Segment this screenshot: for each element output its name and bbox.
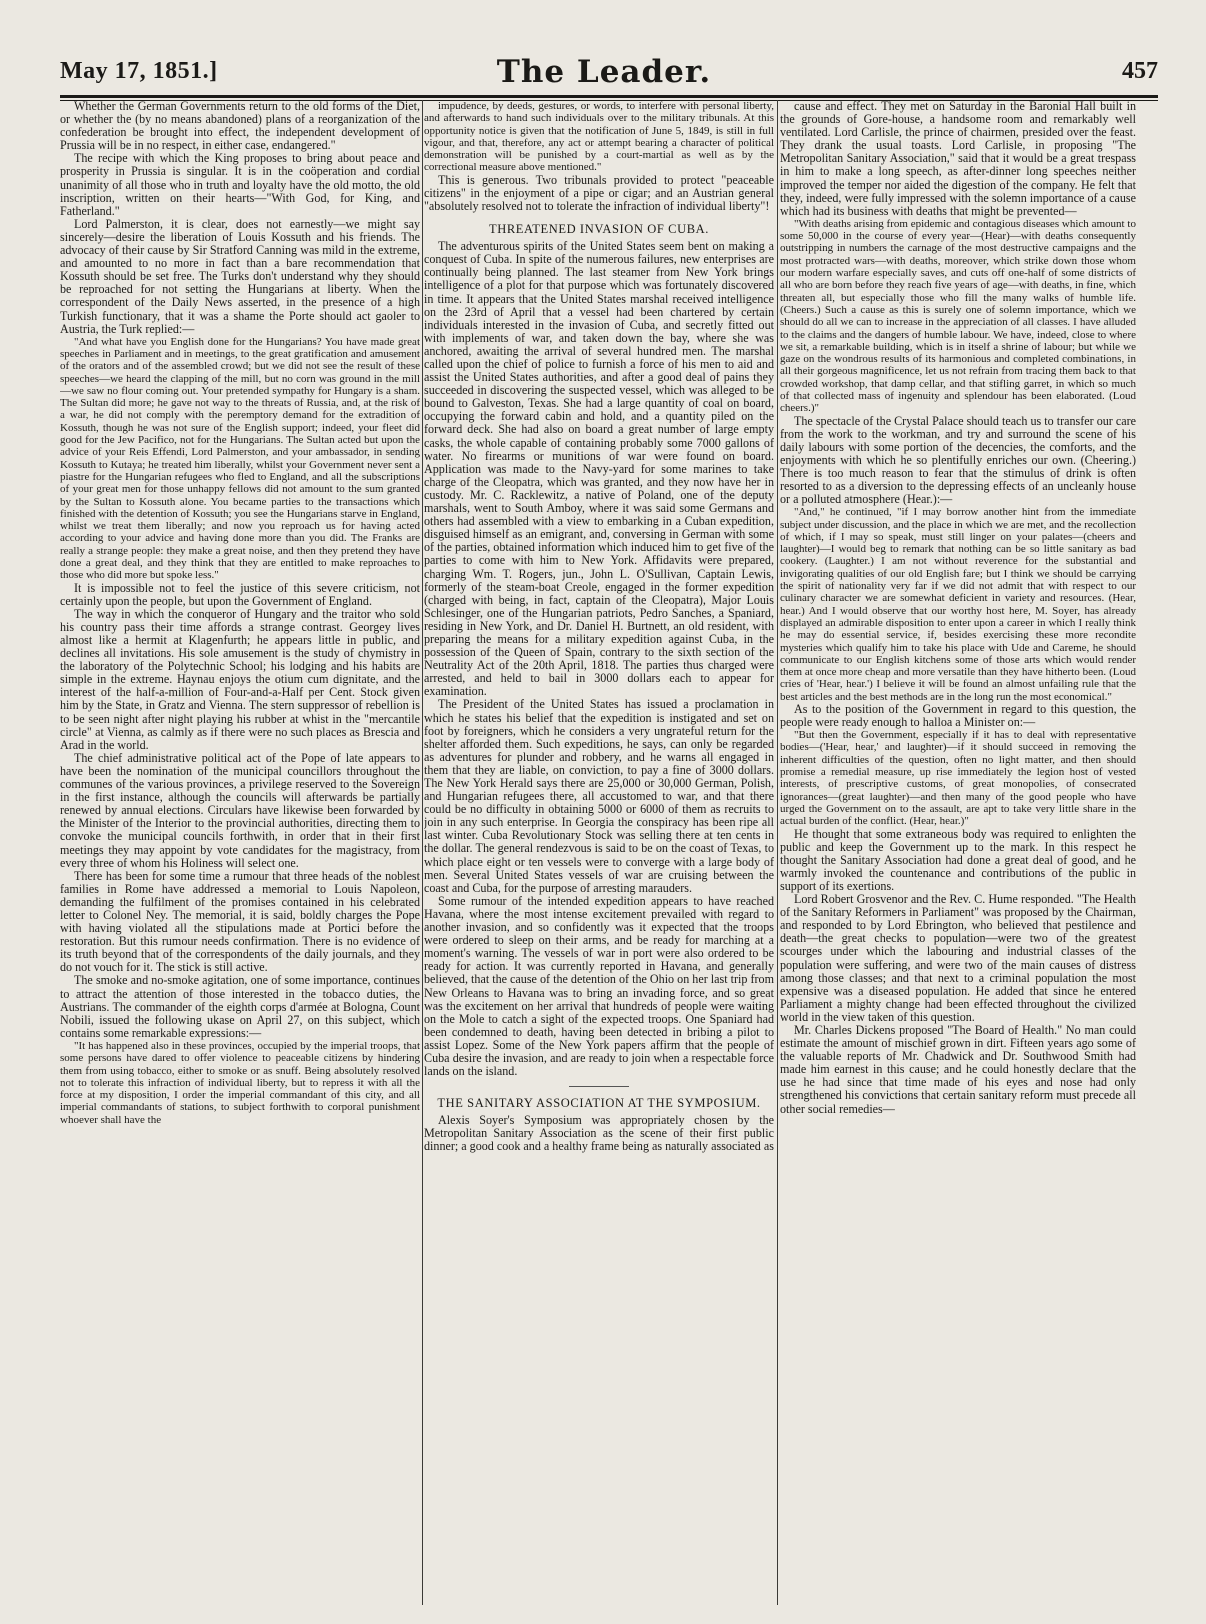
column-2 bbox=[424, 100, 774, 1608]
issue-date: May 17, 1851.] bbox=[60, 58, 218, 84]
paragraph: The President of the United States has issued a proclamation in which he states his belief that the expedition is instigated and set on foot by foreigners, which he considers a very ungrateful return for the shelter afforded them. Such expeditions, he says, can only be regarded as adventures for plunder and robbery, and he warns all engaged in them that they are liable, on conviction, to pay a fine of 3000 dollars. The New York Herald says there are 25,000 or 30,000 German, Polish, and Hungarian refugees there, all accustomed to war, and that there could be no difficulty in obtaining 5000 or 6000 of them as recruits to join in any such enterprise. In Georgia the conspiracy has been ripe all last winter. Cuba Revolutionary Stock was selling there at ten cents in the dollar. The general rendezvous is said to be on the coast of Texas, to which place eight or ten vessels were to converge with a large body of men. Several United States vessels of war are cruising between the coast and Cuba, for the purpose of arresting marauders. bbox=[424, 697, 774, 895]
paragraph: There has been for some time a rumour that three heads of the noblest families in Rome have addressed a memorial to Louis Napoleon, demanding the fulfilment of the promises contained in his celebrated letter to Colonel Ney. The memorial, it is said, boldly charges the Pope with having violated all the stipulations made at Portici before the restoration. But this rumour needs confirmation. There is no evidence of its truth beyond that of the correspondents of the daily journals, and they do not vouch for it. The stick is still active. bbox=[60, 868, 420, 975]
paragraph: Mr. Charles Dickens proposed "The Board of Health." No man could estimate the amount of mischief grown in dirt. Fifteen years ago some of the valuable reports of Mr. Chadwick and Dr. Southwood Smith had made him earnest in this cause; and he could honestly declare that the use he had since that time made of his eyes and nose had only strengthened his convictions that certain sanitary reform must precede all other social remedies— bbox=[780, 1022, 1136, 1116]
paragraph: Whether the German Governments return to the old forms of the Diet, or whether the (by no means abandoned) plans of a reorganization of the confederation be brought into effect, the independent development of Prussia will be in no respect, in either case, endangered." bbox=[60, 100, 420, 153]
page-number: 457 bbox=[1122, 58, 1158, 84]
column-3 bbox=[780, 100, 1136, 1608]
paragraph: The adventurous spirits of the United States seem bent on making a conquest of Cuba. In spite of the numerous failures, new enterprises are continually being planned. The last steamer from New York brings intelligence of a plot for that purpose which was fortunately discovered in time. It appears that the United States marshal received intelligence on the 23rd of April that a vessel had been chartered by certain individuals interested in the invasion of Cuba, and secretly fitted out with implements of war, and taken down the bay, where she was anchored, awaiting the arrival of several hundred men. The marshal called upon the chief of police to furnish a force of his men to aid and assist the United States authorities, and after a good deal of pains they succeeded in discovering the suspected vessel, which was alleged to be bound to Galveston, Texas. She had a large quantity of coal on board, occupying the forward cabin and hold, and a quantity piled on the forward deck. She had also on board a great number of large empty casks, the whole capable of containing probably some 7000 gallons of water. No firearms or munitions of war were found on board. Application was made to the Navy-yard for some marines to take charge of the Cleopatra, which was granted, and they now have her in custody. Mr. C. Racklewitz, a native of Poland, one of the deputy marshals, went to South Amboy, where it was said some Germans and others had assembled with a view to embarking in a Cuban expedition, disguised himself as an emigrant, and, conversing in German with some of the parties, obtained information which induced him to get five of the parties to come with him to New York. Affidavits were prepared, charging Wm. T. Rogers, jun., John L. O'Sullivan, Captain Lewis, formerly of the steam-boat Creole, engaged in the former expedition (charged with being, in fact, captain of the Cleopatra), Major Louis Schlesinger, one of the Hungarian patriots, Pedro Sanches, a Spaniard, residing in New York, and Dr. Daniel H. Burtnett, an old resident, with preparing the means for a military expedition against Cuba, in the possession of the Queen of Spain, contrary to the sixth section of the Neutrality Act of the 20th April, 1818. The parties thus charged were arrested, and held to bail in 3000 dollars each to appear for examination. bbox=[424, 239, 774, 699]
quotation: "And," he continued, "if I may borrow another hint from the immediate subject under discussion, and the place in which we are met, and the recollection of which, if I may so speak, must still linger on your palates—(cheers and laughter)—I would beg to remark that nothing can be so little sanitary as bad cookery. (Laughter.) I am not without reverence for the substantial and invigorating qualities of our old English fare; but I think we should be carrying the spirit of nationality very far if we did not admit that with respect to our culinary character we are somewhat deficient in variety and resources. (Hear, hear.) And I would observe that our worthy host here, M. Soyer, has already displayed an admirable disposition to enter upon a career in which I really think he may do essential service, if, besides exercising these more recondite mysteries which qualify him to take his place with Ude and Careme, he should communicate to our English kitchens some of those arts which would render them at once more cheap and more versatile than they have hitherto been. (Loud cries of 'Hear, hear.') I believe it will be found an almost unfailing rule that the best articles and the best methods are in the long run the most economical." bbox=[780, 506, 1136, 703]
section-heading: THE SANITARY ASSOCIATION AT THE SYMPOSIUM. bbox=[437, 1096, 761, 1111]
masthead-title: The Leader. bbox=[496, 54, 712, 90]
paragraph: Some rumour of the intended expedition appears to have reached Havana, where the most intense excitement prevailed with regard to another invasion, and so confidently was it expected that the troops were ordered to sleep on their arms, and be ready for marching at a moment's warning. The vessels of war in port were also ordered to be ready for action. It was currently reported in Havana, and generally believed, that the cause of the detention of the Ohio on her last trip from New Orleans to Havana was to bring an invading force, and so great was the excitement on her arrival that hundreds of people were waiting on the Mole to catch a sight of the expected troops. One Spaniard had been condemned to death, having been detected in bribing a pilot to assist Lopez. Some of the New York papers affirm that the people of Cuba desire the invasion, and are ready to join when a respectable force lands on the island. bbox=[424, 893, 774, 1079]
column-1 bbox=[60, 100, 420, 1608]
paragraph: He thought that some extraneous body was required to enlighten the public and keep the Government up to the mark. In this respect he thought the Sanitary Association had done a great deal of good, and he warmly invoked the countenance and contributions of the public in support of its exertions. bbox=[780, 826, 1136, 893]
column-divider bbox=[422, 100, 423, 1605]
paragraph: The way in which the conqueror of Hungary and the traitor who sold his country pass their time affords a strange contrast. Georgey lives almost like a hermit at Klagenfurth; he appears little in public, and declines all invitations. His sole amusement is the study of chymistry in the laboratory of the Polytechnic School; his lodging and his habits are simple in the extreme. Haynau enjoys the otium cum dignitate, and the interest of the half-a-million of Four-and-a-Half per Cent. Stock given him by the State, in Gratz and Vienna. The stern suppressor of rebellion is to be seen night after night playing his rubber at whist in the "mercantile circle" at Vienna, as calmly as if there were no such places as Brescia and Arad in the world. bbox=[60, 606, 420, 752]
paragraph: The recipe with which the King proposes to bring about peace and prosperity in Prussia is singular. It is in the coöperation and cordial unanimity of all those who in truth and loyalty have the old motto, the old inscription, written on their hearts—"With God, for King, and Fatherland." bbox=[60, 151, 420, 218]
quotation: "It has happened also in these provinces, occupied by the imperial troops, that some persons have dared to offer violence to peaceable citizens by hindering them from using tobacco, either to smoke or as snuff. Being absolutely resolved not to tolerate this infraction of individual liberty, but to repress it with all the force at my disposition, I order the imperial commandant of this city, and all imperial commandants of stations, to subject forthwith to corporal punishment whoever shall have the bbox=[60, 1039, 420, 1126]
paragraph: The smoke and no-smoke agitation, one of some importance, continues to attract the attention of those interested in the tobacco duties, the Austrians. The commander of the eighth corps d'armée at Bologna, Count Nobili, issued the following ukase on April 27, on this subject, which contains some remarkable expressions:— bbox=[60, 973, 420, 1040]
quotation: impudence, by deeds, gestures, or words, to interfere with personal liberty, and afterwards to hand such individuals over to the military tribunals. At this opportunity notice is given that the notification of June 5, 1849, is still in full vigour, and that, therefore, any act or attempt bearing a character of political demonstration will be punished by a court-martial as well as by the correctional measure above mentioned." bbox=[424, 100, 774, 174]
page-header bbox=[42, 54, 1166, 94]
paragraph: Lord Robert Grosvenor and the Rev. C. Hume responded. "The Health of the Sanitary Reformers in Parliament" was proposed by the Chairman, and responded to by Lord Ebrington, who believed that pestilence and death—the great checks to population—were two of the greatest scourges under which the labouring and industrial classes of the population were suffering, and were two of the main causes of distress among those classes; and that next to a criminal population the most expensive was a diseased population. He added that since he entered Parliament a mighty change had been effected throughout the civilized world in the view taken of this question. bbox=[780, 892, 1136, 1024]
paragraph: As to the position of the Government in regard to this question, the people were ready enough to halloa a Minister on:— bbox=[780, 702, 1136, 730]
paragraph: The chief administrative political act of the Pope of late appears to have been the nomination of the municipal councillors throughout the communes of the various provinces, a privilege reserved to the Sovereign in the first instance, although the councils will afterwards be partially renewed by annual elections. Circulars have likewise been forwarded by the Minister of the Interior to the provincial authorities, directing them to convoke the municipal councils forthwith, in order that in their first meetings they may appoint by vote candidates for the magistracy, from every three of whom his Holiness will select one. bbox=[60, 750, 420, 870]
paragraph: It is impossible not to feel the justice of this severe criticism, not certainly upon the people, but upon the Government of England. bbox=[60, 580, 420, 608]
paragraph: cause and effect. They met on Saturday in the Baronial Hall built in the grounds of Gore-house, a handsome room and remarkably well ventilated. Lord Carlisle, the prince of chairmen, presided over the feast. They drank the usual toasts. Lord Carlisle, in proposing "The Metropolitan Sanitary Association," said that it would be a great trespass in him to make a long speech, as after-dinner long speeches neither improved the temper nor aided the digestion of the company. He felt that they, indeed, were fully impressed with the solemn importance of a cause which had its business with deaths that might be prevented— bbox=[780, 100, 1136, 218]
header-rule bbox=[60, 95, 1158, 98]
paragraph: This is generous. Two tribunals provided to protect "peaceable citizens" in the enjoyment of a pipe or cigar; and an Austrian general "absolutely resolved not to tolerate the infraction of individual liberty"! bbox=[424, 172, 774, 213]
section-separator bbox=[569, 1086, 629, 1087]
column-divider bbox=[777, 100, 778, 1605]
section-heading: THREATENED INVASION OF CUBA. bbox=[488, 222, 710, 237]
quotation: "With deaths arising from epidemic and contagious diseases which amount to some 50,000 in the course of every year—(Hear)—with deaths consequently outstripping in numbers the carnage of the most destructive campaigns and the most protracted wars—with deaths, moreover, which strike down those whom our modern warfare especially saves, and cuts off one-half of some districts of all who are born before they reach five years of age—with deaths, in fine, which threaten all, but especially those who fill the many walks of humble life. (Cheers.) Such a cause as this is surely one of solemn importance, which we should do all we can to increase in the appreciation of all classes. I have alluded to the claims and the dangers of humble labour. We have, indeed, close to where we sit, a remarkable building, which is in itself a shrine of labour; but while we gaze on the wondrous results of its harmonious and completed combinations, in all their gorgeous magnificence, let us not refrain from tracing them back to that crowded workshop, that damp cellar, and that stifling garret, in which so much of that collected mass of ingenuity and splendour has been elaborated. (Loud cheers.)" bbox=[780, 217, 1136, 415]
paragraph: The spectacle of the Crystal Palace should teach us to transfer our care from the work to the workman, and try and surround the scene of his daily labours with some portion of the decencies, the comforts, and the enjoyments with which he so plentifully enriches our own. (Cheering.) There is too much reason to fear that the stimulus of drink is often resorted to as a diversion to the depressing effects of an uncleanly house or a polluted atmosphere (Hear.):— bbox=[780, 413, 1136, 507]
quotation: "But then the Government, especially if it has to deal with representative bodies—('Hear, hear,' and laughter)—if it should succeed in removing the inherent difficulties of the question, often no light matter, and then should promise a remedial measure, up rise immediately the legion host of vested interests, of prescriptive customs, of great monopolies, of consecrated ignorances—(great laughter)—and then many of the good people who have urged the Government on to the assault, are apt to take very little share in the actual burden of the conflict. (Hear, hear.)" bbox=[780, 729, 1136, 828]
quotation: "And what have you English done for the Hungarians? You have made great speeches in Parliament and in meetings, to the great gratification and amusement of the orators and of the assembled crowd; but we did not see the result of these speeches—we heard the clapping of the mill, but no corn was ground in the mill—we saw no flour coming out. Your pretended sympathy for Hungary is a sham. The Sultan did more; he gave not way to the threats of Russia, and, at the risk of a war, he did not comply with the peremptory demand for the extradition of Kossuth, though he was not sure of the English support; indeed, your fleet did good for the Jew Pacifico, not for the Hungarians. The Sultan acted but upon the advice of your Reis Effendi, Lord Palmerston, and your ambassador, in sending Kossuth to Kutaya; he treated him liberally, whilst your Government never sent a piastre for the Hungarian refugees who fled to England, and all the subscriptions of your great men for those unhappy fellows did not amount to the sum granted by the Sultan to Kossuth alone. You became parties to the transactions which finished with the detention of Kossuth; you see the Hungarians starve in England, whilst we treat them liberally; and now you reproach us for having acted according to your advice and having done more than you did. The Franks are really a strange people: they make a great noise, and then they pretend they have done a great deal, and they think that they are entitled to make reproaches to those who did more but spoke less." bbox=[60, 335, 420, 582]
paragraph: Alexis Soyer's Symposium was appropriately chosen by the Metropolitan Sanitary Association as the scene of their first public dinner; a good cook and a healthy frame being as naturally associated as bbox=[424, 1113, 774, 1154]
paragraph: Lord Palmerston, it is clear, does not earnestly—we might say sincerely—desire the liberation of Louis Kossuth and his friends. The advocacy of their cause by Sir Stratford Canning was mild in the extreme, and amounted to no more in fact than a bare recommendation that Kossuth should be set free. The Turks don't understand why they should be reproached for not setting the Hungarians at liberty. When the correspondent of the Daily News asserted, in the presence of a high Turkish functionary, that it was a shame the Porte should act gaoler to Austria, the Turk replied:— bbox=[60, 216, 420, 336]
